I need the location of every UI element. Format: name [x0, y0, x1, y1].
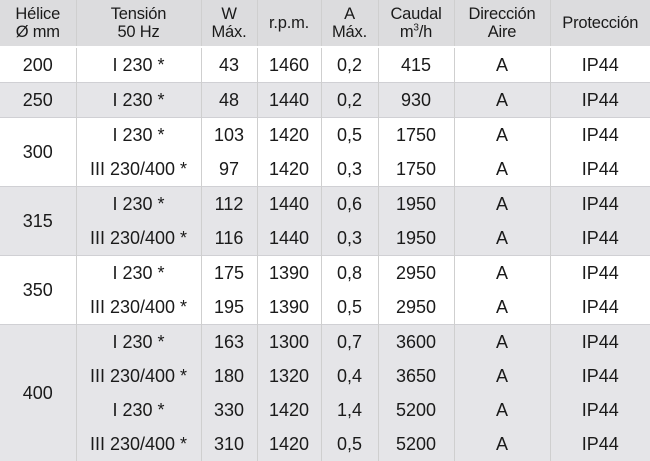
cell-direccion: A [454, 152, 550, 187]
header-tension [76, 0, 201, 47]
cell-rpm: 1420 [257, 152, 321, 187]
cell-proteccion: IP44 [550, 187, 650, 222]
cell-rpm: 1320 [257, 359, 321, 393]
header-helice-line1: Hélice [15, 5, 61, 23]
cell-w: 48 [201, 83, 257, 118]
cell-direccion: A [454, 83, 550, 118]
cell-proteccion: IP44 [550, 221, 650, 256]
cell-caudal: 415 [378, 47, 454, 83]
header-caudal-unit-h: /h [418, 23, 433, 41]
table-row [0, 152, 650, 187]
cell-proteccion: IP44 [550, 290, 650, 325]
cell-rpm: 1460 [257, 47, 321, 83]
header-row [0, 0, 650, 47]
cell-proteccion: IP44 [550, 118, 650, 153]
cell-tension: I 230 * [76, 83, 201, 118]
header-a-line1: A [344, 5, 355, 23]
header-caudal-unit-sup: 3 [413, 22, 419, 34]
header-tension-line2: 50 Hz [117, 23, 160, 41]
cell-direccion: A [454, 118, 550, 153]
table-row [0, 256, 650, 291]
cell-caudal: 5200 [378, 393, 454, 427]
cell-w: 180 [201, 359, 257, 393]
table-row [0, 118, 650, 153]
cell-rpm: 1420 [257, 118, 321, 153]
table-header [0, 0, 650, 47]
table-row [0, 325, 650, 360]
cell-a: 0,2 [321, 47, 378, 83]
cell-rpm: 1420 [257, 427, 321, 461]
cell-proteccion: IP44 [550, 393, 650, 427]
cell-tension: I 230 * [76, 118, 201, 153]
cell-w: 175 [201, 256, 257, 291]
cell-direccion: A [454, 187, 550, 222]
cell-helice: 250 [0, 83, 76, 118]
cell-caudal: 3600 [378, 325, 454, 360]
cell-caudal: 2950 [378, 290, 454, 325]
cell-proteccion: IP44 [550, 325, 650, 360]
cell-helice: 200 [0, 47, 76, 83]
cell-w: 112 [201, 187, 257, 222]
header-direccion [454, 0, 550, 47]
header-tension-line1: Tensión [110, 5, 167, 23]
cell-direccion: A [454, 256, 550, 291]
header-a-line2: Máx. [332, 23, 367, 41]
header-rpm [257, 0, 321, 47]
cell-proteccion: IP44 [550, 47, 650, 83]
cell-w: 103 [201, 118, 257, 153]
cell-rpm: 1300 [257, 325, 321, 360]
cell-caudal: 1750 [378, 152, 454, 187]
cell-w: 310 [201, 427, 257, 461]
header-caudal-line1: Caudal [390, 5, 442, 23]
cell-tension: III 230/400 * [76, 359, 201, 393]
cell-a: 0,5 [321, 427, 378, 461]
header-w-line2: Máx. [211, 23, 247, 41]
header-a [321, 0, 378, 47]
table-row [0, 83, 650, 118]
cell-rpm: 1440 [257, 83, 321, 118]
cell-w: 163 [201, 325, 257, 360]
cell-proteccion: IP44 [550, 427, 650, 461]
table-row [0, 47, 650, 83]
cell-proteccion: IP44 [550, 152, 650, 187]
cell-proteccion: IP44 [550, 359, 650, 393]
cell-caudal: 5200 [378, 427, 454, 461]
cell-rpm: 1420 [257, 393, 321, 427]
cell-tension: III 230/400 * [76, 427, 201, 461]
cell-tension: III 230/400 * [76, 221, 201, 256]
table-row [0, 290, 650, 325]
cell-tension: III 230/400 * [76, 152, 201, 187]
cell-a: 0,8 [321, 256, 378, 291]
cell-a: 0,2 [321, 83, 378, 118]
cell-a: 0,3 [321, 221, 378, 256]
table-row [0, 187, 650, 222]
cell-proteccion: IP44 [550, 83, 650, 118]
cell-a: 0,5 [321, 290, 378, 325]
cell-proteccion: IP44 [550, 256, 650, 291]
header-helice [0, 0, 76, 47]
table-row [0, 359, 650, 393]
header-caudal-unit-m: m [399, 23, 414, 41]
cell-caudal: 930 [378, 83, 454, 118]
header-helice-line2: Ø mm [15, 23, 60, 41]
cell-helice: 300 [0, 118, 76, 187]
cell-caudal: 3650 [378, 359, 454, 393]
cell-caudal: 1750 [378, 118, 454, 153]
cell-w: 195 [201, 290, 257, 325]
table-body [0, 47, 650, 461]
cell-a: 0,3 [321, 152, 378, 187]
header-direccion-line1: Dirección [468, 5, 536, 23]
cell-w: 97 [201, 152, 257, 187]
table-row [0, 427, 650, 461]
cell-a: 1,4 [321, 393, 378, 427]
cell-caudal: 1950 [378, 221, 454, 256]
cell-w: 43 [201, 47, 257, 83]
cell-rpm: 1390 [257, 256, 321, 291]
header-proteccion-line1: Protección [562, 14, 639, 32]
cell-tension: I 230 * [76, 187, 201, 222]
cell-w: 330 [201, 393, 257, 427]
header-proteccion [550, 0, 650, 47]
cell-direccion: A [454, 393, 550, 427]
cell-direccion: A [454, 47, 550, 83]
cell-rpm: 1440 [257, 187, 321, 222]
cell-rpm: 1440 [257, 221, 321, 256]
cell-helice: 350 [0, 256, 76, 325]
cell-helice: 400 [0, 325, 76, 461]
cell-tension: I 230 * [76, 47, 201, 83]
cell-tension: I 230 * [76, 256, 201, 291]
cell-helice: 315 [0, 187, 76, 256]
cell-caudal: 2950 [378, 256, 454, 291]
cell-tension: III 230/400 * [76, 290, 201, 325]
header-caudal [378, 0, 454, 47]
cell-a: 0,6 [321, 187, 378, 222]
cell-direccion: A [454, 290, 550, 325]
header-w-line1: W [221, 5, 237, 23]
header-rpm-line1: r.p.m. [268, 14, 310, 32]
table-row [0, 393, 650, 427]
cell-direccion: A [454, 359, 550, 393]
cell-direccion: A [454, 427, 550, 461]
cell-direccion: A [454, 325, 550, 360]
cell-tension: I 230 * [76, 393, 201, 427]
cell-rpm: 1390 [257, 290, 321, 325]
table-row [0, 221, 650, 256]
cell-w: 116 [201, 221, 257, 256]
cell-caudal: 1950 [378, 187, 454, 222]
header-direccion-line2: Aire [487, 23, 517, 41]
header-w [201, 0, 257, 47]
cell-direccion: A [454, 221, 550, 256]
cell-a: 0,4 [321, 359, 378, 393]
cell-tension: I 230 * [76, 325, 201, 360]
cell-a: 0,5 [321, 118, 378, 153]
cell-a: 0,7 [321, 325, 378, 360]
